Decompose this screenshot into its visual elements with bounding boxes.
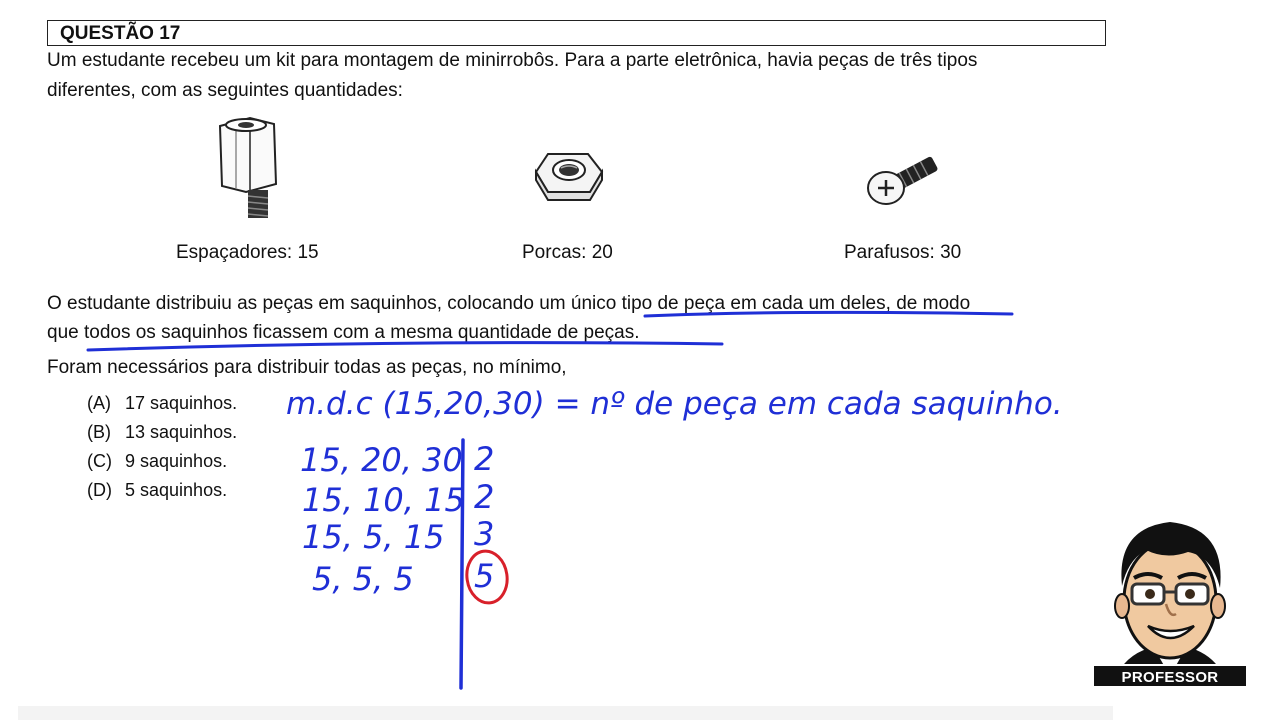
handwritten-row-4: 5, 5, 5 (312, 560, 414, 598)
handwritten-divisor-2: 2 (474, 478, 495, 516)
body-line-2-a: que (47, 322, 84, 343)
body-line-1-a: O estudante distribuiu as peças em saquinhos, colocando um (47, 293, 571, 314)
option-b (87, 422, 237, 443)
option-a (87, 393, 237, 414)
item-label-nuts: Porcas: 20 (522, 242, 613, 263)
question-header (47, 20, 1106, 46)
handwritten-row-3: 15, 5, 15 (302, 518, 445, 556)
handwritten-formula: m.d.c (15,20,30) = nº de peça em cada saquinho. (286, 386, 1063, 422)
item-label-screws: Parafusos: 30 (844, 242, 962, 263)
body-line-1-c: , de modo (885, 293, 971, 314)
intro-line-2: diferentes, com as seguintes quantidades: (47, 80, 403, 101)
nut-icon (528, 146, 610, 204)
screw-icon (860, 150, 946, 214)
intro-line-1: Um estudante recebeu um kit para montagem de minirrobôs. Para a parte eletrônica, havia peças de três tipos (47, 50, 978, 71)
handwritten-divisor-4: 5 (474, 557, 495, 595)
spacer-icon (210, 112, 286, 224)
bottom-bar (18, 706, 1113, 720)
professor-badge: PROFESSOR ROBERSON (1092, 664, 1248, 688)
option-text: 5 saquinhos. (125, 480, 228, 500)
option-c (87, 451, 227, 472)
handwritten-divisor-3: 3 (474, 515, 495, 553)
question-prompt: Foram necessários para distribuir todas as peças, no mínimo, (47, 357, 567, 378)
option-key: (C) (87, 451, 112, 471)
option-key: (B) (87, 422, 111, 442)
option-text: 13 saquinhos. (125, 422, 238, 442)
option-key: (D) (87, 480, 112, 500)
option-d (87, 480, 227, 501)
handwritten-divisor-1: 2 (474, 440, 495, 478)
question-title: QUESTÃO 17 (60, 23, 181, 44)
body-line-2-highlight: todos os saquinhos ficassem com a mesma quantidade de peças. (83, 322, 640, 343)
professor-avatar (1092, 508, 1248, 688)
item-label-spacers: Espaçadores: 15 (176, 242, 319, 263)
body-line-1 (47, 289, 1112, 318)
handwritten-row-2: 15, 10, 15 (302, 481, 465, 519)
option-key: (A) (87, 393, 111, 413)
body-line-2 (47, 318, 1112, 347)
option-text: 17 saquinhos. (125, 393, 238, 413)
option-text: 9 saquinhos. (125, 451, 228, 471)
body-line-1-highlight: único tipo de peça em cada um deles (570, 293, 886, 314)
handwritten-row-1: 15, 20, 30 (300, 441, 463, 479)
